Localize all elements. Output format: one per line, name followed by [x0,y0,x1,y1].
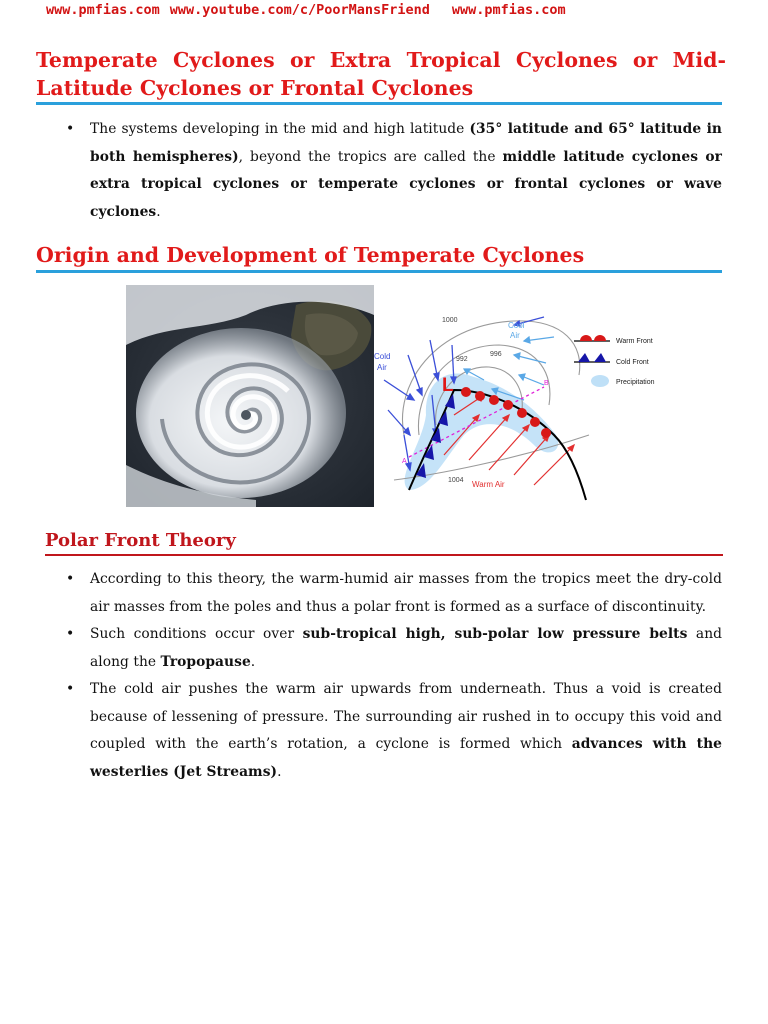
section-title-underline [36,270,722,273]
cyclone-figure [126,285,655,507]
cool-air-label-2: Air [510,331,520,340]
low-pressure-label: L [442,375,454,396]
bullet-1-text: According to this theory, the warm-humid air masses from the tropics meet the dry-cold air masses from the poles and thus a polar front is formed as a surface of discontinuity. [90,571,722,615]
intro-text-1: The systems developing in the mid and high latitude [90,121,470,137]
bullet-2-text-1: Such conditions occur over [90,626,303,642]
legend-warm-front: Warm Front [616,338,653,345]
header-links [46,2,576,18]
intro-bullet [66,116,722,226]
bullet-2-bold-2: Tropopause [160,653,251,670]
intro-text-2: , beyond the tropics are called the [238,148,503,165]
page-title: Temperate Cyclones or Extra Tropical Cyclones or Mid-Latitude Cyclones or Frontal Cyclones [36,48,726,100]
intro-names-bold: middle latitude cyclones or extra tropical cyclones or temperate cyclones or frontal cyclones or wave cyclones [90,148,722,220]
bullet-3-bold: advances with the westerlies (Jet Streams) [90,736,722,780]
legend-cold-front: Cold Front [616,359,649,366]
polar-front-bullet-1 [66,566,722,621]
intro-list [66,116,722,226]
bullet-2-bold-1: sub-tropical high, sub-polar low pressure belts [302,626,688,642]
bullet-3-text-1: The cold air pushes the warm air upwards from underneath. Thus a void is created because of lessening of pressure. The surrounding air rushed in to occupy this void and coupled with the earth’s rotation, a cyclone is formed which [90,681,722,752]
section-title-origin: Origin and Development of Temperate Cyclones [36,243,585,267]
header-link-youtube[interactable]: www.youtube.com/c/PoorMansFriend [169,2,430,18]
frontal-cyclone-diagram [374,285,655,507]
header-link-site-2[interactable]: www.pmfias.com [451,2,566,18]
bullet-2-text-3: . [250,653,256,670]
cold-air-label-2: Air [377,363,387,372]
polar-front-list [66,566,722,786]
isobar-label-992: 992 [456,356,468,363]
satellite-image [126,285,374,507]
precipitation-area [405,373,559,490]
isobar-label-1004: 1004 [448,477,464,484]
legend-precipitation: Precipitation [616,379,655,386]
polar-front-bullet-3 [66,676,722,786]
point-a-label: A [402,458,407,465]
bullet-2-text-2: and along the [90,626,723,670]
point-b-label: B [544,380,549,387]
warm-air-label: Warm Air [472,480,505,489]
cold-air-label-1: Cold [374,352,391,361]
intro-latitude-bold: (35° latitude and 65° latitude in both hemispheres) [90,121,722,165]
header-link-site[interactable]: www.pmfias.com [46,2,160,18]
polar-front-underline [45,554,723,556]
intro-text-3: . [156,203,161,220]
isobar-label-1000: 1000 [442,317,458,324]
isobar-label-996: 996 [490,351,502,358]
cool-air-label-1: Cool [508,321,525,330]
diagram-legend [574,335,655,387]
bullet-3-text-2: . [277,763,282,780]
title-underline [36,102,722,105]
section-title-polar-front: Polar Front Theory [45,530,236,551]
polar-front-bullet-2 [66,621,722,676]
